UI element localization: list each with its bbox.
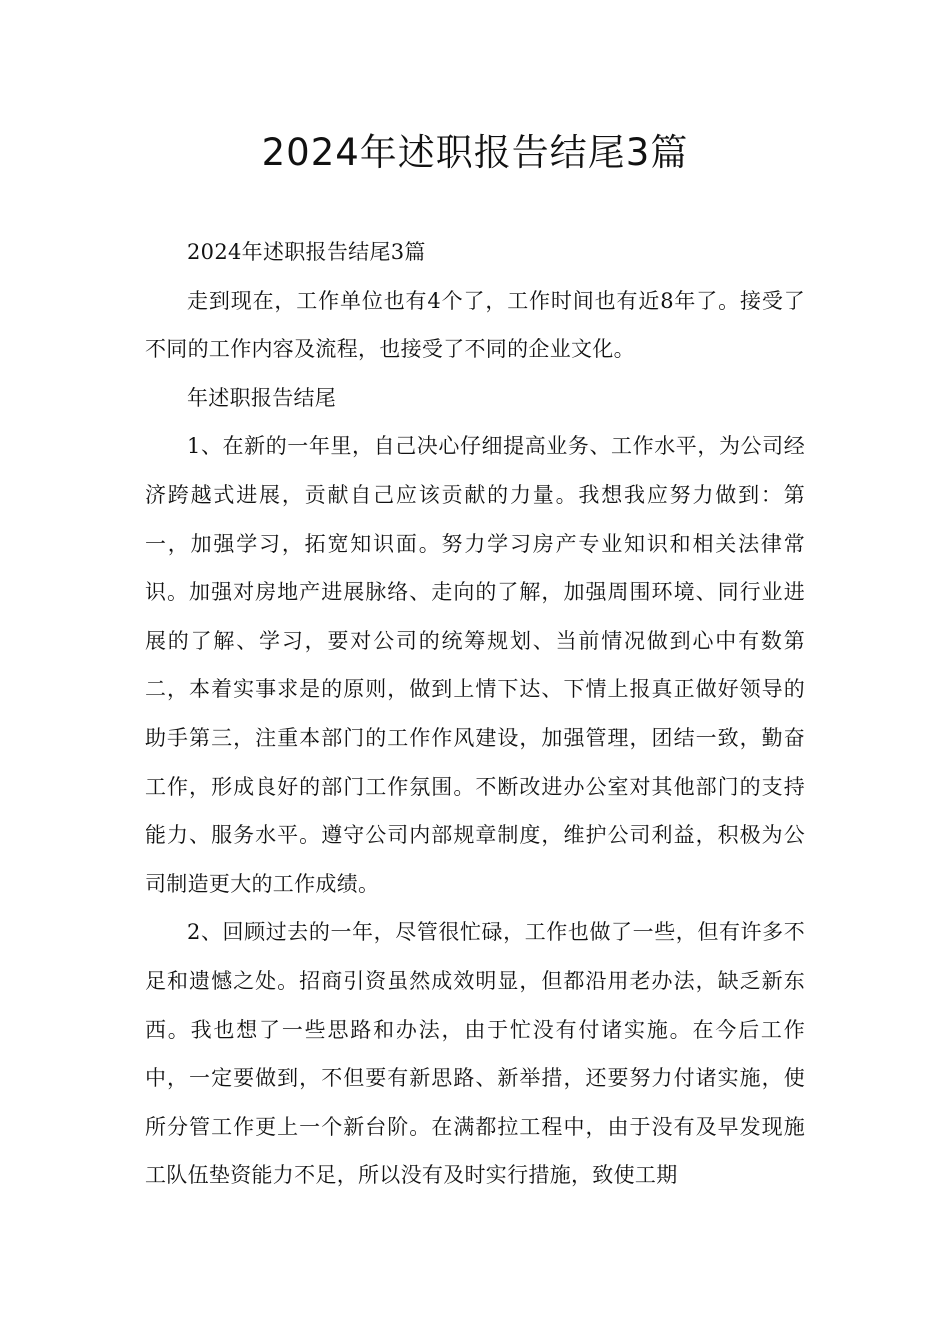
document-title: 2024年述职报告结尾3篇 <box>261 131 689 174</box>
document-body <box>145 228 805 1200</box>
paragraph-point-2: 2、回顾过去的一年，尽管很忙碌，工作也做了一些，但有许多不足和遗憾之处。招商引资虽然成效明显，但都沿用老办法，缺乏新东西。我也想了一些思路和办法，由于忙没有付诸实施。在今后工作中，一定要做到，不但要有新思路、新举措，还要努力付诸实施，使所分管工作更上一个新台阶。在满都拉工程中，由于没有及早发现施工队伍垫资能力不足，所以没有及时实行措施，致使工期 <box>145 920 805 1188</box>
paragraph-heading: 年述职报告结尾 <box>187 385 337 410</box>
paragraph-point-1: 1、在新的一年里，自己决心仔细提高业务、工作水平，为公司经济跨越式进展，贡献自己应该贡献的力量。我想我应努力做到：第一，加强学习，拓宽知识面。努力学习房产专业知识和相关法律常识。加强对房地产进展脉络、走向的了解，加强周围环境、同行业进展的了解、学习，要对公司的统筹规划、当前情况做到心中有数第二，本着实事求是的原则，做到上情下达、下情上报真正做好领导的助手第三，注重本部门的工作作风建设，加强管理，团结一致，勤奋工作，形成良好的部门工作氛围。不断改进办公室对其他部门的支持能力、服务水平。遵守公司内部规章制度，维护公司利益，积极为公司制造更大的工作成绩。 <box>145 434 805 896</box>
paragraph-intro: 走到现在，工作单位也有4个了，工作时间也有近8年了。接受了不同的工作内容及流程，也接受了不同的企业文化。 <box>145 288 805 362</box>
paragraph-subtitle: 2024年述职报告结尾3篇 <box>187 240 426 264</box>
